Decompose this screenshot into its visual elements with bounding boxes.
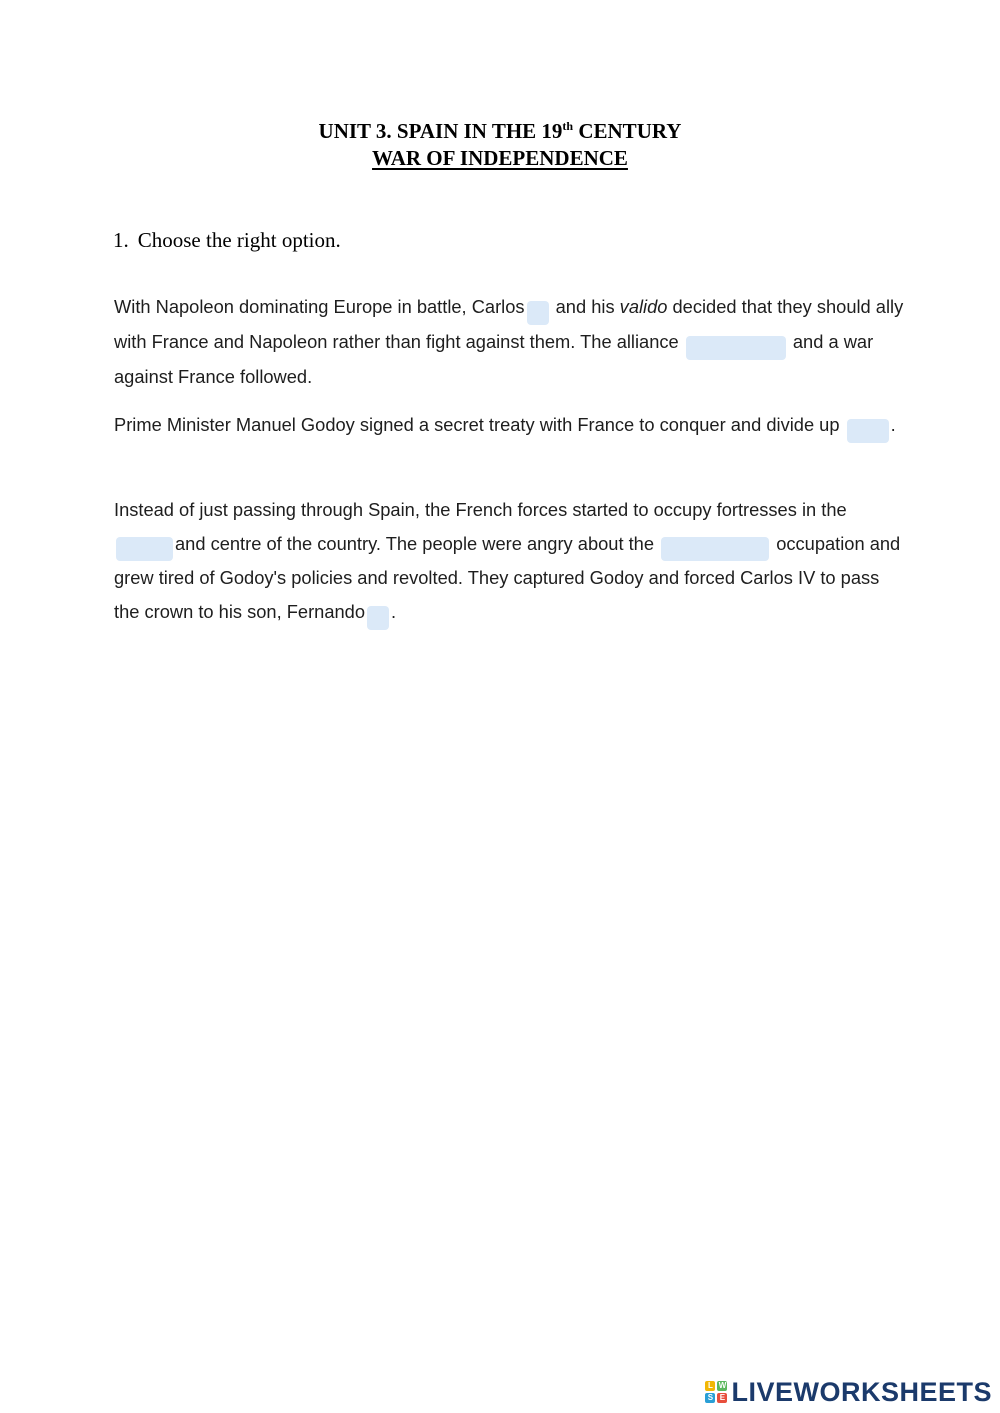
- paragraph-text: .: [890, 414, 896, 435]
- blank-input-1[interactable]: [527, 301, 549, 325]
- liveworksheets-logo-icon: [705, 1381, 727, 1403]
- unit-title: UNIT 3. SPAIN IN THE 19th CENTURY: [318, 119, 682, 143]
- logo-tile: L: [705, 1381, 715, 1391]
- paragraph-1: [114, 290, 904, 393]
- instruction-text: Choose the right option.: [137, 228, 341, 252]
- logo-tile: S: [705, 1393, 715, 1403]
- paragraph-text: and his: [555, 296, 620, 317]
- paragraph-text: Instead of just passing through Spain, the French forces started to occupy fortresses in the: [114, 499, 847, 520]
- paragraph-text: Prime Minister Manuel Godoy signed a secret treaty with France to conquer and divide up: [114, 414, 840, 435]
- paragraph-2: [114, 408, 904, 443]
- paragraph-text: .: [391, 600, 397, 622]
- blank-input-5[interactable]: [661, 537, 769, 561]
- blank-input-4[interactable]: [116, 537, 173, 561]
- italic-term: valido: [619, 296, 668, 317]
- worksheet-title: [0, 118, 1000, 172]
- paragraph-text: and a war against France followed.: [114, 330, 874, 387]
- paragraph-3: [114, 493, 904, 630]
- blank-input-3[interactable]: [847, 419, 889, 443]
- logo-tile: W: [718, 1381, 727, 1390]
- logo-text: LIVEWORKSHEETS: [731, 1376, 992, 1407]
- exercise-number: 1.: [113, 228, 129, 252]
- logo-tile: E: [717, 1393, 727, 1403]
- paragraph-text: occupation and grew tired of Godoy's policies and revolted. They captured Godoy and forced Carlos IV to pass the crown to his son, Fernando: [114, 532, 901, 622]
- liveworksheets-logo: [705, 1377, 992, 1407]
- blank-input-6[interactable]: [367, 606, 389, 630]
- section-subtitle: WAR OF INDEPENDENCE: [372, 146, 628, 170]
- blank-input-2[interactable]: [686, 336, 786, 360]
- paragraph-text: With Napoleon dominating Europe in battle, Carlos: [114, 296, 525, 317]
- paragraph-text: and centre of the country. The people were angry about the: [175, 532, 655, 554]
- exercise-instruction: [113, 228, 341, 253]
- paragraph-text: decided that they should ally with France and Napoleon rather than fight against them. The alliance: [114, 296, 904, 352]
